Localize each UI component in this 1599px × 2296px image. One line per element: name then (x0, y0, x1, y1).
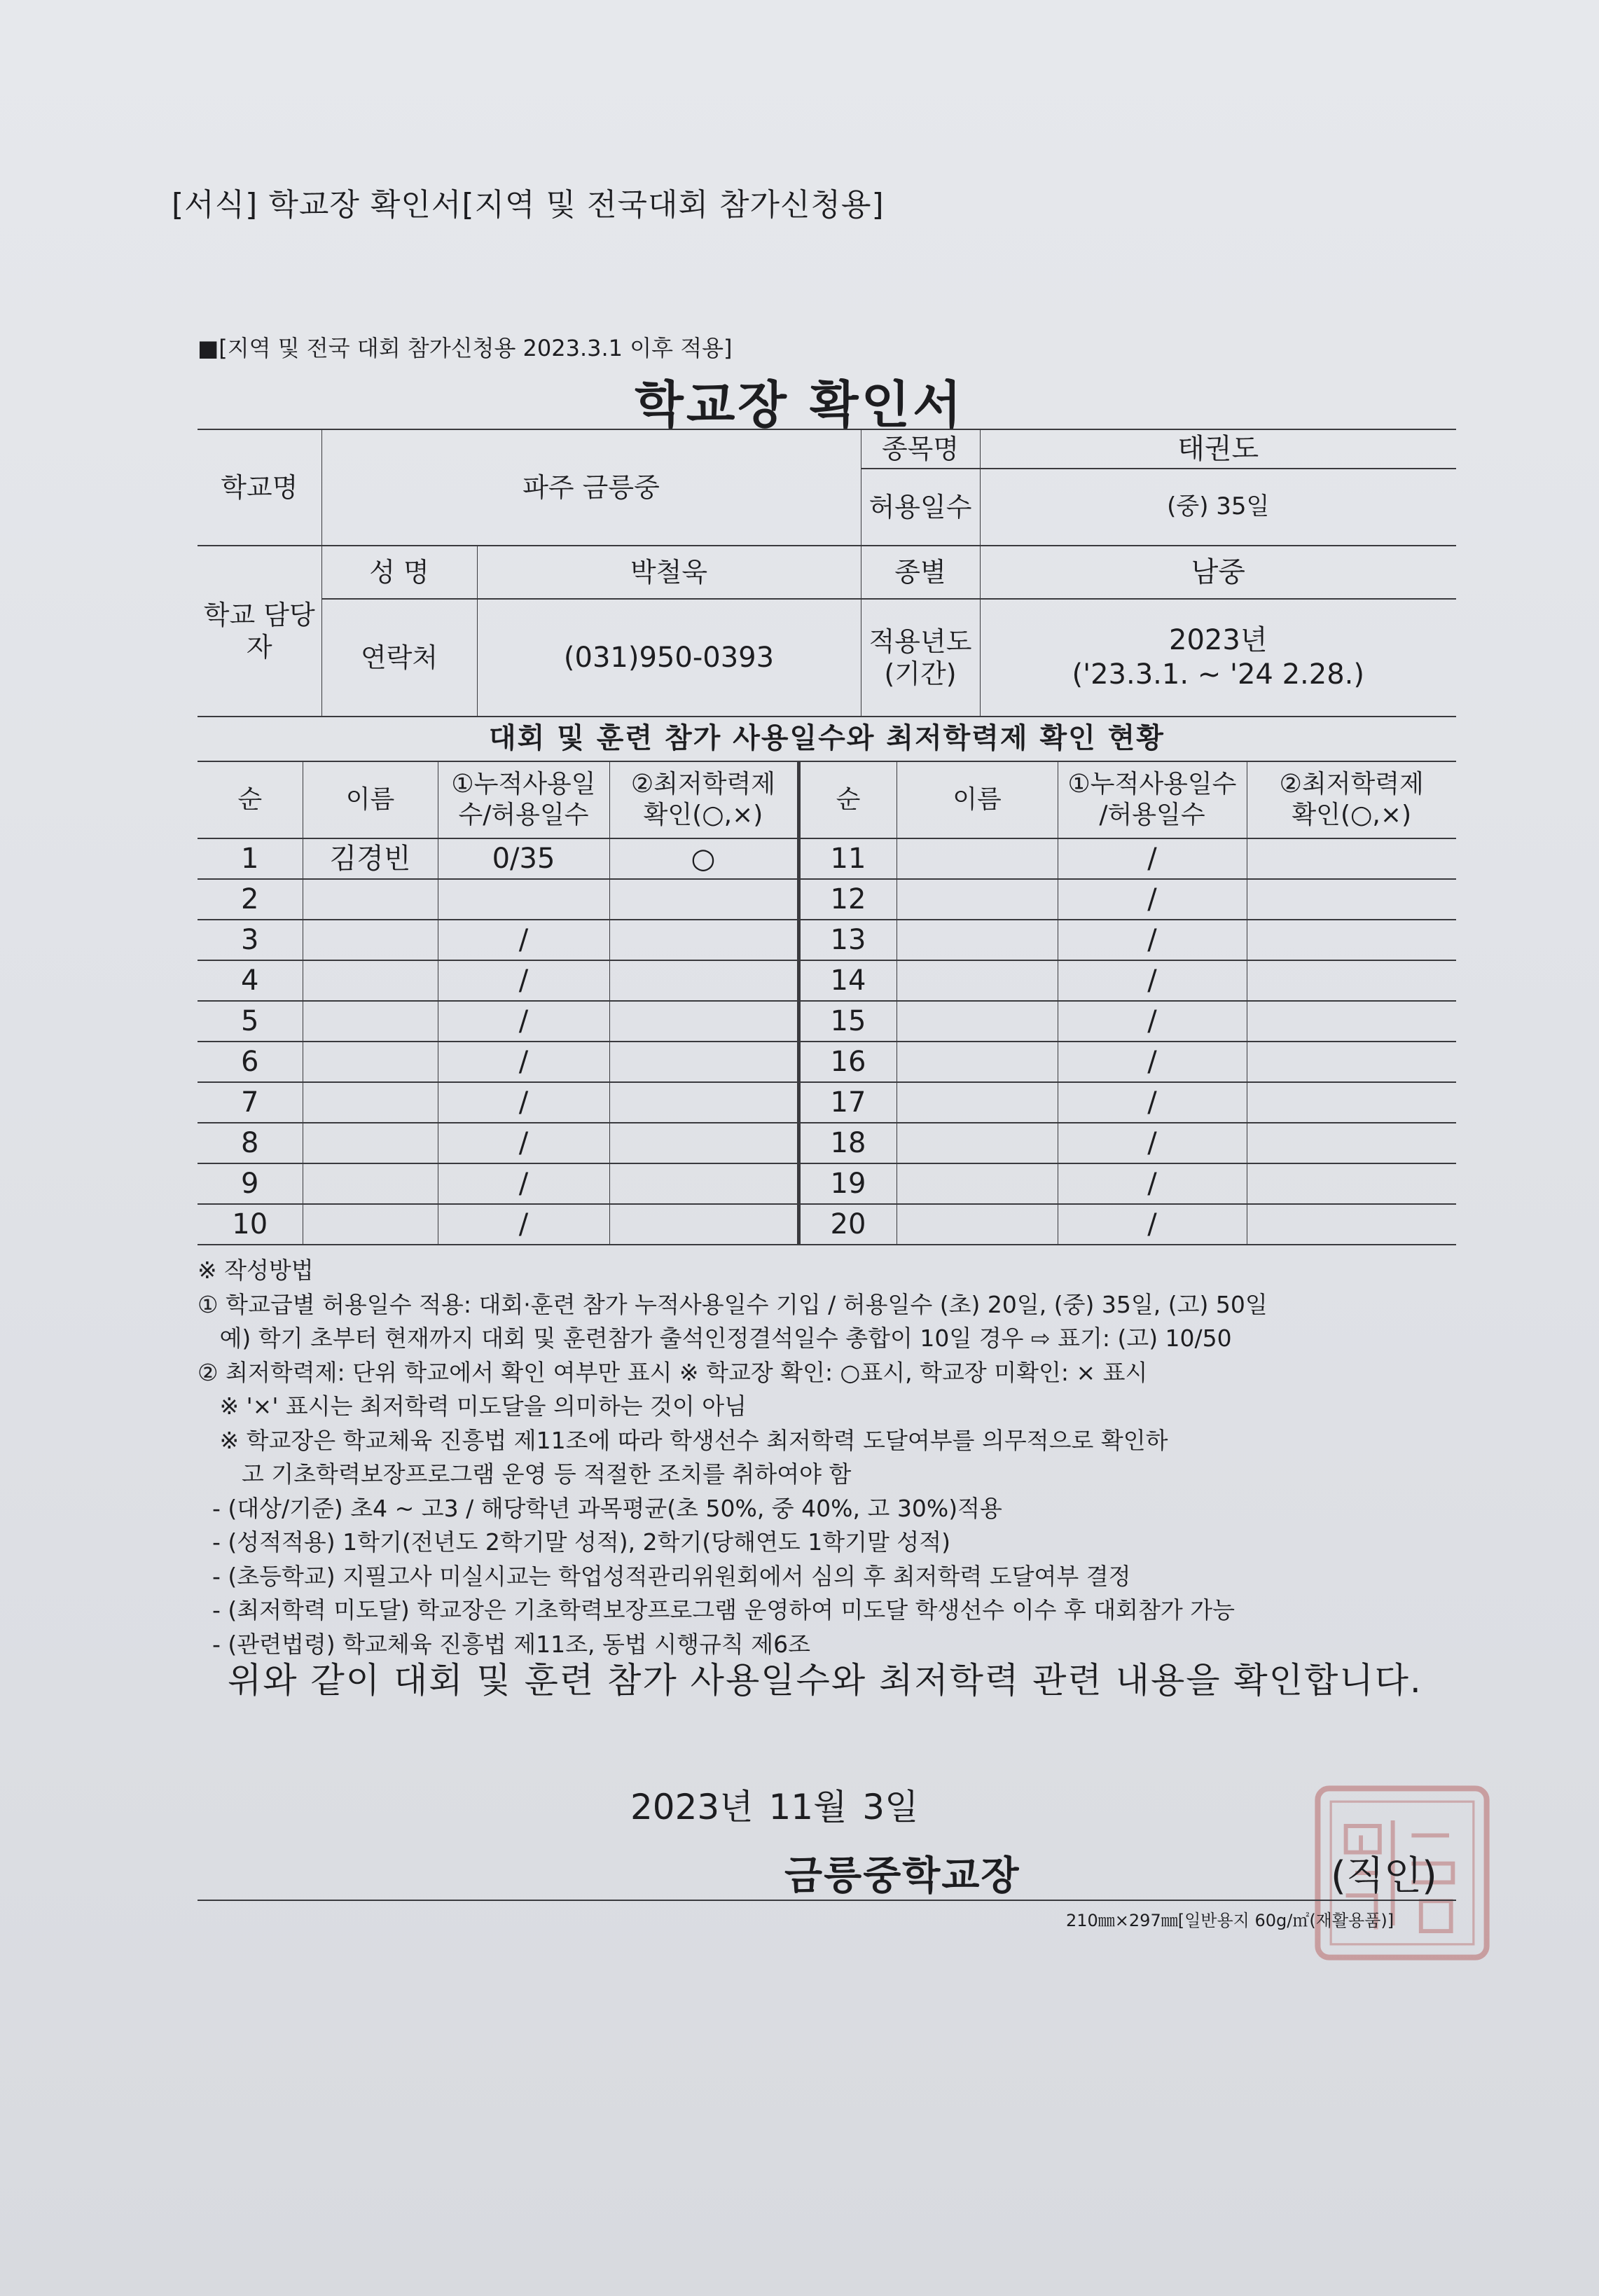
row-name (303, 960, 438, 1001)
header-check-line2: 확인(○,×) (643, 801, 763, 829)
row-usage: / (438, 1163, 609, 1204)
row-check (609, 1001, 798, 1042)
header-usage-right-line2: /허용일수 (1099, 801, 1205, 829)
row-name (897, 1163, 1058, 1204)
row-name (303, 1001, 438, 1042)
row-check (1247, 1204, 1456, 1245)
table-row (198, 1204, 1456, 1245)
table-row (198, 1123, 1456, 1163)
principal-title: 금릉중학교장 (784, 1853, 1020, 1899)
row-name (897, 1001, 1058, 1042)
year-cell (980, 599, 1456, 717)
row-no: 20 (798, 1204, 897, 1245)
header-usage-line1: ①누적사용일 (451, 770, 596, 799)
header-check-line1: ②최저학력제 (630, 770, 776, 799)
row-name (303, 1123, 438, 1163)
header-check-right (1247, 761, 1456, 838)
table-row (198, 1042, 1456, 1082)
footer-rule (198, 1900, 1456, 1901)
row-check (1247, 1042, 1456, 1082)
row-usage: / (438, 1123, 609, 1163)
header-no: 순 (198, 761, 303, 838)
row-no: 18 (798, 1123, 897, 1163)
instruction-line: 고 기초학력보장프로그램 운영 등 적절한 조치를 취하여야 함 (198, 1460, 852, 1488)
instruction-line: - (최저학력 미도달) 학교장은 기초학력보장프로그램 운영하여 미도달 학생선수 이수 후 대회참가 가능 (198, 1596, 1235, 1624)
row-name (897, 879, 1058, 920)
instruction-line: ② 최저학력제: 단위 학교에서 확인 여부만 표시 ※ 학교장 확인: ○표시, 학교장 미확인: × 표시 (198, 1358, 1148, 1386)
row-usage: / (1058, 960, 1247, 1001)
row-usage: / (438, 1001, 609, 1042)
row-check (609, 1082, 798, 1123)
allowed-days-label: 허용일수 (861, 469, 980, 546)
row-name (303, 1082, 438, 1123)
row-usage: / (1058, 1204, 1247, 1245)
table-row (198, 1001, 1456, 1042)
instruction-line: ※ 작성방법 (198, 1257, 314, 1284)
school-label: 학교명 (198, 429, 321, 546)
form-header-label: [서식] 학교장 확인서[지역 및 전국대회 참가신청용] (172, 187, 885, 223)
header-usage-right-line1: ①누적사용일수 (1067, 770, 1237, 799)
row-check (609, 1163, 798, 1204)
row-no: 15 (798, 1001, 897, 1042)
header-name-right: 이름 (897, 761, 1058, 838)
row-no: 10 (198, 1204, 303, 1245)
header-usage (438, 761, 609, 838)
participation-table (198, 761, 1456, 1245)
row-name (303, 1042, 438, 1082)
contact-value: (031)950-0393 (477, 599, 861, 717)
row-check (609, 920, 798, 960)
row-no: 14 (798, 960, 897, 1001)
row-no: 7 (198, 1082, 303, 1123)
row-usage: 0/35 (438, 838, 609, 879)
row-check (1247, 1001, 1456, 1042)
row-usage: / (1058, 1163, 1247, 1204)
status-section-title: 대회 및 훈련 참가 사용일수와 최저학력제 확인 현황 (198, 716, 1456, 759)
row-name (897, 1082, 1058, 1123)
row-name (897, 838, 1058, 879)
row-name (897, 1204, 1058, 1245)
instruction-line: ※ 학교장은 학교체육 진흥법 제11조에 따라 학생선수 최저학력 도달여부를 의무적으로 확인하 (198, 1426, 1168, 1454)
row-no: 2 (198, 879, 303, 920)
table-row (198, 1163, 1456, 1204)
header-check (609, 761, 798, 838)
row-no: 3 (198, 920, 303, 960)
event-label: 종목명 (861, 429, 980, 469)
row-check (1247, 879, 1456, 920)
row-check (1247, 1163, 1456, 1204)
row-usage: / (1058, 1042, 1247, 1082)
row-usage: / (1058, 1082, 1247, 1123)
row-usage (438, 879, 609, 920)
instruction-line: - (대상/기준) 초4 ~ 고3 / 해당학년 과목평균(초 50%, 중 40%, 고 30%)적용 (198, 1494, 1002, 1522)
row-check (1247, 960, 1456, 1001)
row-name (897, 960, 1058, 1001)
row-no: 4 (198, 960, 303, 1001)
instruction-line: ※ '×' 표시는 최저학력 미도달을 의미하는 것이 아님 (198, 1392, 747, 1420)
row-check (609, 960, 798, 1001)
row-no: 9 (198, 1163, 303, 1204)
year-value: 2023년 (1169, 624, 1268, 657)
row-check (1247, 838, 1456, 879)
row-usage: / (1058, 1123, 1247, 1163)
instruction-line: - (관련법령) 학교체육 진흥법 제11조, 동법 시행규칙 제6조 (198, 1630, 810, 1658)
row-check (1247, 920, 1456, 960)
event-value: 태권도 (980, 429, 1456, 469)
document-title: 학교장 확인서 (635, 375, 964, 434)
row-usage: / (438, 1042, 609, 1082)
header-check-right-line2: 확인(○,×) (1292, 801, 1412, 829)
applicability-note: ■[지역 및 전국 대회 참가신청용 2023.3.1 이후 적용] (198, 335, 733, 361)
table-row (198, 920, 1456, 960)
header-usage-right (1058, 761, 1247, 838)
gender-value: 남중 (980, 546, 1456, 599)
school-value: 파주 금릉중 (321, 429, 861, 546)
issue-date: 2023년 11월 3일 (630, 1787, 919, 1827)
row-no: 13 (798, 920, 897, 960)
header-no-right: 순 (798, 761, 897, 838)
seal-placeholder-label: (직인) (1331, 1853, 1437, 1899)
row-check (609, 1123, 798, 1163)
row-usage: / (1058, 838, 1247, 879)
row-name (303, 920, 438, 960)
row-check (1247, 1082, 1456, 1123)
header-check-right-line1: ②최저학력제 (1279, 770, 1424, 799)
instruction-line: ① 학교급별 허용일수 적용: 대회·훈련 참가 누적사용일수 기입 / 허용일수 (초) 20일, (중) 35일, (고) 50일 (198, 1290, 1268, 1318)
row-name (897, 1042, 1058, 1082)
writing-instructions (198, 1254, 1472, 1661)
row-usage: / (1058, 879, 1247, 920)
row-usage: / (438, 960, 609, 1001)
row-usage: / (438, 1204, 609, 1245)
row-check (609, 879, 798, 920)
row-no: 17 (798, 1082, 897, 1123)
row-check (609, 1042, 798, 1082)
name-label: 성 명 (321, 546, 477, 599)
row-name (303, 879, 438, 920)
row-name (303, 1204, 438, 1245)
confirmation-statement: 위와 같이 대회 및 훈련 참가 사용일수와 최저학력 관련 내용을 확인합니다. (228, 1660, 1423, 1701)
row-usage: / (438, 1082, 609, 1123)
table-row (198, 960, 1456, 1001)
row-usage: / (438, 920, 609, 960)
row-check (1247, 1123, 1456, 1163)
row-no: 11 (798, 838, 897, 879)
manager-label: 학교 담당자 (198, 546, 321, 717)
header-name: 이름 (303, 761, 438, 838)
row-usage: / (1058, 1001, 1247, 1042)
instruction-line: 예) 학기 초부터 현재까지 대회 및 훈련참가 출석인정결석일수 총합이 10일 경우 ⇨ 표기: (고) 10/50 (198, 1325, 1232, 1352)
row-name (897, 1123, 1058, 1163)
table-row (198, 838, 1456, 879)
row-no: 8 (198, 1123, 303, 1163)
row-no: 19 (798, 1163, 897, 1204)
allowed-days-value: (중) 35일 (980, 469, 1456, 546)
gender-label: 종별 (861, 546, 980, 599)
row-check (609, 1204, 798, 1245)
contact-label: 연락처 (321, 599, 477, 717)
row-check: ○ (609, 838, 798, 879)
table-row (198, 1082, 1456, 1123)
period-value: ('23.3.1. ~ '24 2.28.) (1072, 658, 1364, 691)
instruction-line: - (성적적용) 1학기(전년도 2학기말 성적), 2학기(당해연도 1학기말 성적) (198, 1528, 950, 1556)
name-value: 박철욱 (477, 546, 861, 599)
paper-spec: 210㎜×297㎜[일반용지 60g/㎡(재활용품)] (1066, 1911, 1394, 1930)
row-name: 김경빈 (303, 838, 438, 879)
school-info-table (198, 429, 1456, 717)
header-usage-line2: 수/허용일수 (458, 801, 589, 829)
row-name (897, 920, 1058, 960)
row-name (303, 1163, 438, 1204)
instruction-line: - (초등학교) 지필고사 미실시교는 학업성적관리위원회에서 심의 후 최저학력 도달여부 결정 (198, 1562, 1131, 1590)
row-no: 1 (198, 838, 303, 879)
row-no: 6 (198, 1042, 303, 1082)
row-no: 5 (198, 1001, 303, 1042)
row-usage: / (1058, 920, 1247, 960)
year-label: 적용년도 (기간) (861, 599, 980, 717)
row-no: 12 (798, 879, 897, 920)
table-row (198, 879, 1456, 920)
row-no: 16 (798, 1042, 897, 1082)
